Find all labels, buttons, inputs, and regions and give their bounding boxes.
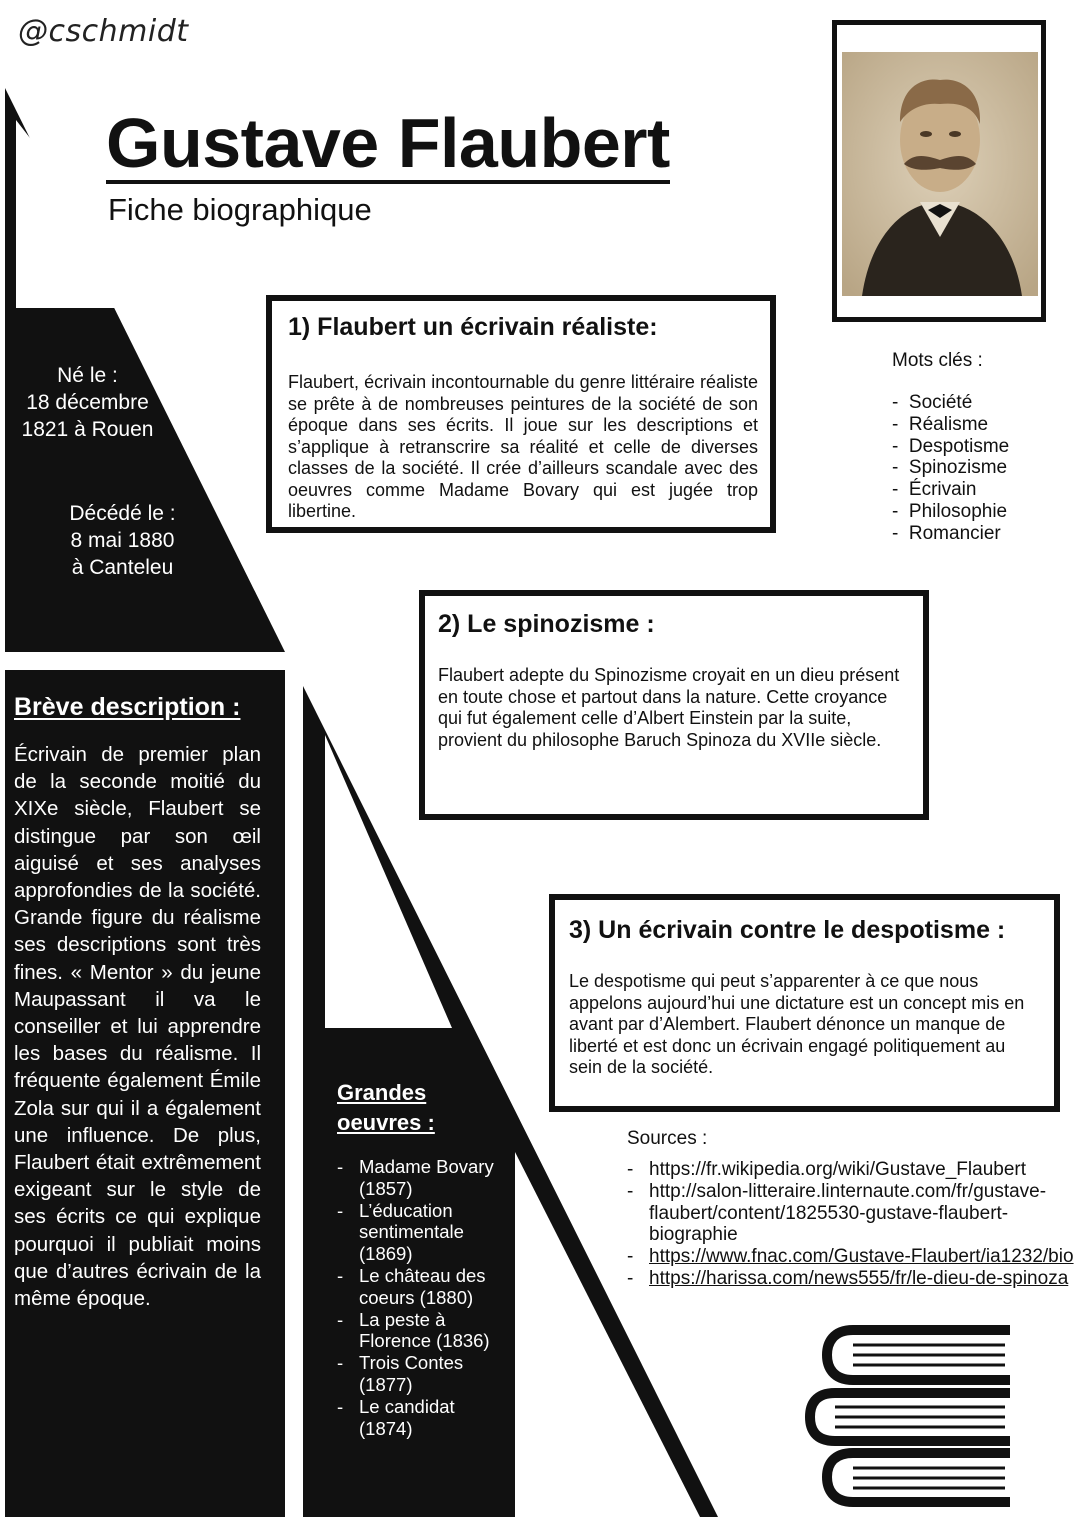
death-info xyxy=(50,500,195,581)
birth-info xyxy=(10,362,165,443)
work-item: - La peste à Florence (1836) xyxy=(337,1309,502,1353)
sources-title: Sources : xyxy=(627,1128,708,1149)
source-link[interactable]: - https://fr.wikipedia.org/wiki/Gustave_Flaubert xyxy=(627,1159,1077,1181)
section-spinozism-title: 2) Le spinozisme : xyxy=(438,610,655,638)
section-despotism xyxy=(549,894,1060,1112)
works-title: Grandes oeuvres : xyxy=(337,1080,435,1135)
sources-list xyxy=(627,1159,1077,1290)
died-label: Décédé le : xyxy=(69,502,176,525)
work-item: - Le candidat (1874) xyxy=(337,1396,502,1440)
source-link[interactable]: - http://salon-litteraire.linternaute.com/fr/gustave-flaubert/content/1825530-gustave-flaubert-biographie xyxy=(627,1181,1077,1246)
keywords-title: Mots clés : xyxy=(892,350,983,371)
portrait-photo xyxy=(842,52,1038,296)
born-label: Né le : xyxy=(57,364,118,387)
born-place: 1821 à Rouen xyxy=(21,418,154,441)
born-date: 18 décembre xyxy=(26,391,149,414)
work-item: - L’éducation sentimentale (1869) xyxy=(337,1200,502,1265)
source-link[interactable]: - https://www.fnac.com/Gustave-Flaubert/ia1232/bio xyxy=(627,1246,1077,1268)
died-place: à Canteleu xyxy=(71,556,174,579)
work-item: - Trois Contes (1877) xyxy=(337,1352,502,1396)
keyword-item: - Société xyxy=(892,392,1009,414)
work-item: - Madame Bovary (1857) xyxy=(337,1156,502,1200)
description-text: Écrivain de premier plan de la seconde moitié du XIXe siècle, Flaubert se distingue par son œil aiguisé et ses analyses approfondies de la société. Grande figure du réalisme ses descriptions sont très fines. « Mentor » du jeune Maupassant il va le conseiller et lui apprendre les bases du réalisme. Il fréquente également Émile Zola sur qui il a également une influence. De plus, Flaubert était extrêmement exigeant sur le style de ses écrits ce qui explique pourquoi il publiait moins que d’autres écrivain de la même époque. xyxy=(14,743,261,1311)
book-stack-icon xyxy=(805,1325,1015,1515)
work-item: - Le château des coeurs (1880) xyxy=(337,1265,502,1309)
section-realism-text: Flaubert, écrivain incontournable du genre littéraire réaliste se prête à de nombreuses peintures de la société de son époque dans ses écrits. Il joue sur les descriptions et s’applique à retranscrire sa réalité et celle de diverses classes de la société. Il crée d’ailleurs scandale avec des oeuvres comme Madame Bovary qui est jugée trop libertine. xyxy=(288,372,758,521)
page-subtitle: Fiche biographique xyxy=(108,192,372,227)
author-handle: @cschmidt xyxy=(18,14,189,49)
keyword-item: - Despotisme xyxy=(892,436,1009,458)
section-spinozism-text: Flaubert adepte du Spinozisme croyait en un dieu présent en toute chose et partout dans la nature. Cette croyance qui fut également celle d’Albert Einstein par la suite, provient du philosophe Baruch Spinoza du XVIIe siècle. xyxy=(438,665,900,750)
died-date: 8 mai 1880 xyxy=(70,529,175,552)
section-realism xyxy=(266,295,776,533)
keyword-item: - Romancier xyxy=(892,523,1009,545)
section-realism-title: 1) Flaubert un écrivain réaliste: xyxy=(288,313,658,341)
page-title: Gustave Flaubert xyxy=(106,104,670,182)
keyword-item: - Réalisme xyxy=(892,414,1009,436)
keyword-item: - Spinozisme xyxy=(892,457,1009,479)
keyword-item: - Écrivain xyxy=(892,479,1009,501)
keyword-item: - Philosophie xyxy=(892,501,1009,523)
source-link[interactable]: - https://harissa.com/news555/fr/le-dieu-de-spinoza xyxy=(627,1268,1077,1290)
keywords-list xyxy=(892,392,1009,545)
section-despotism-text: Le despotisme qui peut s’apparenter à ce que nous appelons aujourd’hui une dictature est un concept mis en avant par d’Alembert. Flaubert dénonce un manque de liberté et est donc un écrivain engagé politiquement au sein de la société. xyxy=(569,971,1025,1077)
section-spinozism xyxy=(419,590,929,820)
section-despotism-title: 3) Un écrivain contre le despotisme : xyxy=(569,916,1006,944)
description-title: Brève description : xyxy=(14,693,241,721)
works-list xyxy=(337,1156,502,1439)
